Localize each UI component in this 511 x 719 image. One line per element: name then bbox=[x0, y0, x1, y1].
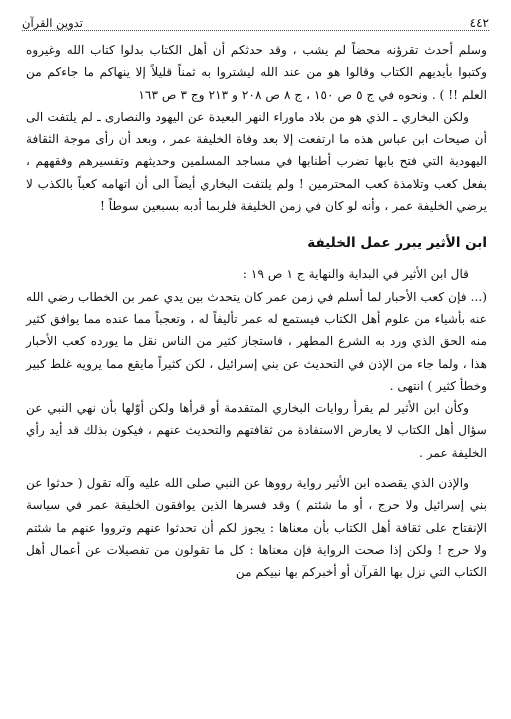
paragraph-1: وسلم أحدث تقرؤنه محضاً لم يشب ، وقد حدثكم أن أهل الكتاب بدلوا كتاب الله وغيروه وكتبوا بأيديهم الكتاب وقالوا هو من عند الله ليشتروا به ثمناً قليلاً إلا ينهاكم ما جاءكم من العلم !! ) . ونحوه في ج ٥ ص ١٥٠ ، ج ٨ ص ٢٠٨ و ٢١٣ وج ٣ ص ١٦٣ bbox=[26, 43, 487, 102]
book-title: تدوين القرآن bbox=[22, 16, 83, 30]
quote-paragraph: (... فإن كعب الأحبار لما أسلم في زمن عمر كان يتحدث بين يدي عمر بن الخطاب رضي الله عنه بأشياء من علوم أهل الكتاب فيستمع له عمر تأليفاً له ، وتعجباً مما عنده مما يوافق كثير منه الحق الذي ورد به الشرع المطهر ، فاستجاز كثير من الناس نقل ما يورده كعب الأحبار هذا ، ولما جاء من الإذن في التحديث عن بني إسرائيل ، لكن كثيراً مايقع مما يرويه غلط كبير وخطأ كثير ) انتهى . bbox=[26, 289, 487, 393]
paragraph-6: والإذن الذي يقصده ابن الأثير رواية رووها عن النبي صلى الله عليه وآله تقول ( حدثوا عن بني إسرائيل ولا حرج ، أو ما شئتم ) وقد فسرها الذين يوافقون الخليفة عمر في سياسة الإنفتاح على ثقافة أهل الكتاب بأن معناها : يجوز لكم أن تحدثوا عنهم وترووا عنهم ما شئتم ولا حرج ! ولكن إذا صحت الرواية فإن معناها : كل ما تقولون من تفصيلات عن أعمال أهل الكتاب التي نزل بها القرآن أو أخبركم بها نبيكم من bbox=[26, 476, 487, 580]
running-header bbox=[22, 12, 489, 31]
page-number: ٤٤٢ bbox=[469, 16, 489, 30]
paragraph-gap bbox=[26, 464, 487, 472]
paragraph-5: وكأن ابن الأثير لم يقرأ روايات البخاري المتقدمة أو قرأها ولكن أوّلها بأن نهي النبي عن سؤال أهل الكتاب لا يعارض الاستفادة من ثقافتهم والتحديث عنهم ، فيكون بذلك قد أيد رأي الخليفة عمر . bbox=[26, 401, 487, 460]
section-title: ابن الأثير يبرر عمل الخليفة bbox=[307, 235, 487, 252]
paragraph-2: ولكن البخاري ـ الذي هو من بلاد ماوراء النهر البعيدة عن اليهود والنصارى ـ لم يلتفت الى أن صيحات ابن عباس هذه ما ارتفعت إلا بعد وفاة الخليفة عمر ، وبعد أن رأى موجة الثقافة اليهودية التي فتح بابها تضرب أطنابها في مساجد المسلمين وحديثهم وتفسيرهم وفقههم ، بفعل كعب وتلامذة كعب المحترمين ! ولم يلتفت البخاري أيضاً الى أن اتهامه كعباً بالكذب لا يرضي الخليفة عمر ، وأنه لو كان في زمن الخليفة فلربما أدبه بسبعين سوطاً ! bbox=[26, 109, 487, 214]
paragraph-3: قال ابن الأثير في البداية والنهاية ج ١ ص ١٩ : bbox=[242, 267, 469, 282]
page-body bbox=[26, 39, 487, 584]
